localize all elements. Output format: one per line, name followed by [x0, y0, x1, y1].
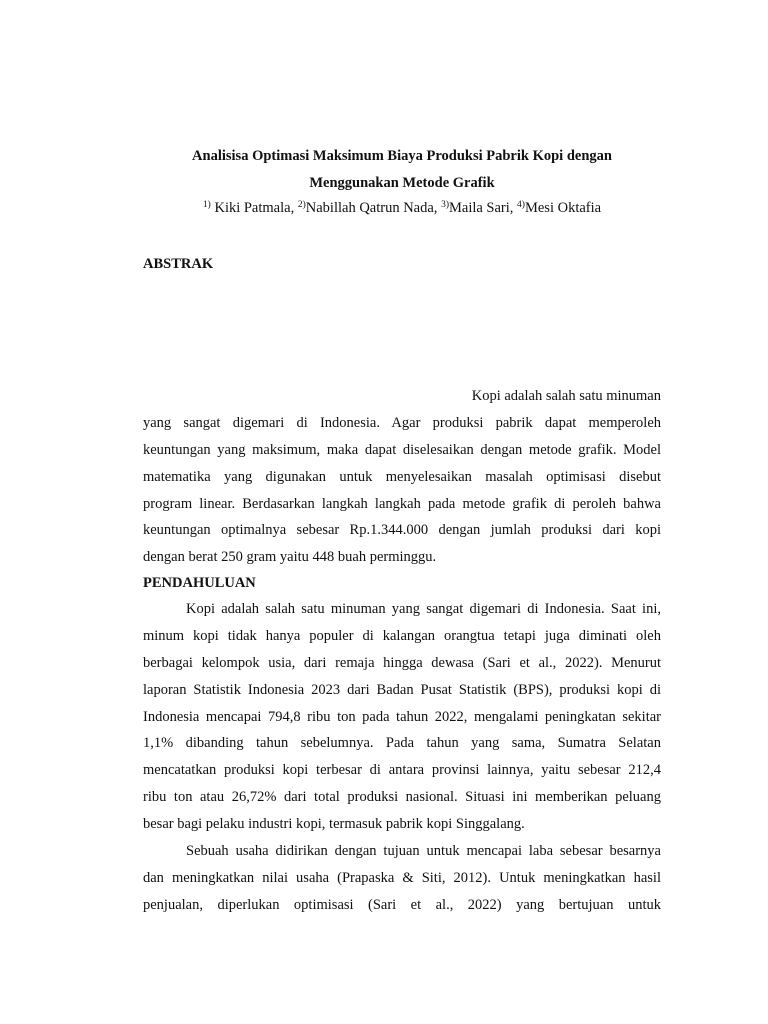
abstract-line: program linear. Berdasarkan langkah langkah pada metode grafik di peroleh bahwa: [143, 495, 661, 512]
author-mark: 1): [202, 200, 211, 210]
author-mark: 4): [517, 200, 525, 210]
author-name: Nabillah Qatrun Nada,: [305, 200, 442, 216]
author-name: Maila Sari,: [448, 200, 518, 216]
author-name: Mesi Oktafia: [524, 200, 602, 216]
author-name: Kiki Patmala,: [210, 200, 298, 216]
paragraph-line: Sebuah usaha didirikan dengan tujuan untuk mencapai laba sebesar besarnya: [186, 843, 661, 859]
author-list: [143, 198, 661, 218]
abstract-line: keuntungan optimalnya sebesar Rp.1.344.000 dengan jumlah produksi dari kopi: [143, 522, 661, 539]
paragraph-line: besar bagi pelaku industri kopi, termasuk pabrik kopi Singgalang.: [143, 816, 525, 833]
abstract-line: Kopi adalah salah satu minuman: [471, 388, 661, 404]
paragraph-line: mencatatkan produksi kopi terbesar di antara provinsi lainnya, yaitu sebesar 212,4: [143, 762, 661, 779]
abstract-line: matematika yang digunakan untuk menyelesaikan masalah optimisasi disebut: [143, 468, 661, 485]
paragraph-line: berbagai kelompok usia, dari remaja hingga dewasa (Sari et al., 2022). Menurut: [143, 654, 661, 671]
paragraph-line: ribu ton atau 26,72% dari total produksi nasional. Situasi ini memberikan peluang: [143, 789, 661, 806]
paper-title-line-2: Menggunakan Metode Grafik: [309, 175, 495, 191]
paragraph-line: 1,1% dibanding tahun sebelumnya. Pada tahun yang sama, Sumatra Selatan: [143, 735, 661, 752]
paragraph-line: Kopi adalah salah satu minuman yang sangat digemari di Indonesia. Saat ini,: [186, 601, 661, 617]
abstract-body: [143, 383, 661, 571]
abstract-line: keuntungan yang maksimum, maka dapat diselesaikan dengan metode grafik. Model: [143, 441, 661, 458]
author-mark: 2): [297, 200, 306, 210]
abstract-line: dengan berat 250 gram yaitu 448 buah perminggu.: [143, 549, 437, 566]
introduction-heading: PENDAHULUAN: [143, 575, 256, 591]
paragraph-line: dan meningkatkan nilai usaha (Prapaska & Siti, 2012). Untuk meningkatkan hasil: [143, 869, 661, 886]
introduction-paragraph-1: [143, 596, 661, 838]
paragraph-line: Indonesia mencapai 794,8 ribu ton pada tahun 2022, mengalami peningkatan sekitar: [143, 708, 661, 725]
paragraph-line: laporan Statistik Indonesia 2023 dari Badan Pusat Statistik (BPS), produksi kopi di: [143, 681, 661, 698]
abstract-heading: ABSTRAK: [143, 256, 214, 272]
paper-title-line-1: Analisisa Optimasi Maksimum Biaya Produksi Pabrik Kopi dengan: [192, 148, 612, 164]
author-mark: 3): [441, 200, 449, 210]
paragraph-line: penjualan, diperlukan optimisasi (Sari et al., 2022) yang bertujuan untuk: [143, 896, 661, 913]
abstract-line: yang sangat digemari di Indonesia. Agar produksi pabrik dapat memperoleh: [143, 414, 661, 431]
introduction-paragraph-2: [143, 838, 661, 919]
paragraph-line: minum kopi tidak hanya populer di kalangan orangtua tetapi juga diminati oleh: [143, 627, 661, 644]
